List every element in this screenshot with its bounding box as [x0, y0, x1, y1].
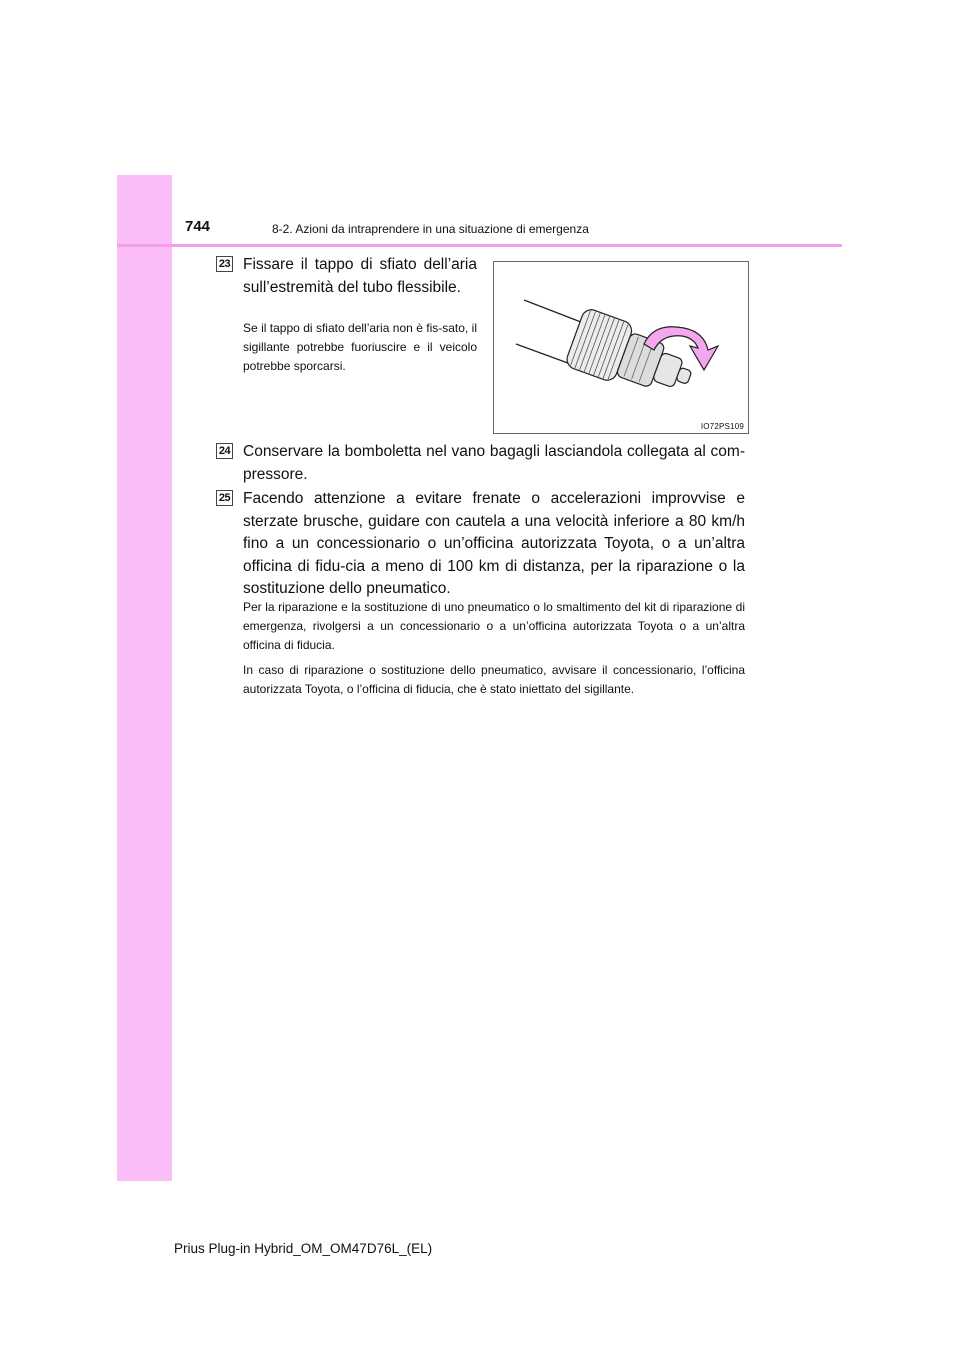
hose-cap-figure: [493, 261, 749, 434]
step-25-note-2: In caso di riparazione o sostituzione dello pneumatico, avvisare il concessionario, l’officina autorizzata Toyota, o l’officina di fiducia, che è stato iniettato del sigillante.: [243, 663, 745, 696]
step-number-25: 25: [216, 490, 233, 506]
figure-code: IO72PS109: [700, 422, 744, 431]
step-25-text: Facendo attenzione a evitare frenate o accelerazioni improvvise e sterzate brusche, guidare con cautela a una velocità inferiore a 80 km/h fino a un concessionario o un’officina autorizzata Toyota, o a un’altra officina di fidu-cia a meno di 100 km di distanza, per la riparazione o la sostituzione dello pneumatico.: [243, 490, 745, 597]
step-24-text: Conservare la bomboletta nel vano bagagli lasciandola collegata al com-pressore.: [243, 443, 745, 483]
side-tab-bar: [117, 175, 172, 1181]
step-number-23: 23: [216, 256, 233, 272]
hose-cap-rotate-illustration: [494, 262, 748, 433]
step-number-24: 24: [216, 443, 233, 459]
step-23-text: Fissare il tappo di sfiato dell’aria sull’estremità del tubo flessibile.: [243, 256, 477, 296]
step-25-note-1: Per la riparazione e la sostituzione di uno pneumatico o lo smaltimento del kit di riparazione di emergenza, rivolgersi a un concessionario o a un’officina autorizzata Toyota o a un’altra officina di fiducia.: [243, 600, 745, 652]
page-number: 744: [185, 218, 211, 235]
header-rule: [117, 244, 842, 247]
footer-model-code: Prius Plug-in Hybrid_OM_OM47D76L_(EL): [174, 1241, 433, 1256]
section-title: 8-2. Azioni da intraprendere in una situazione di emergenza: [272, 222, 589, 236]
step-23-note: Se il tappo di sfiato dell’aria non è fis-sato, il sigillante potrebbe fuoriuscire e il veicolo potrebbe sporcarsi.: [243, 321, 477, 373]
